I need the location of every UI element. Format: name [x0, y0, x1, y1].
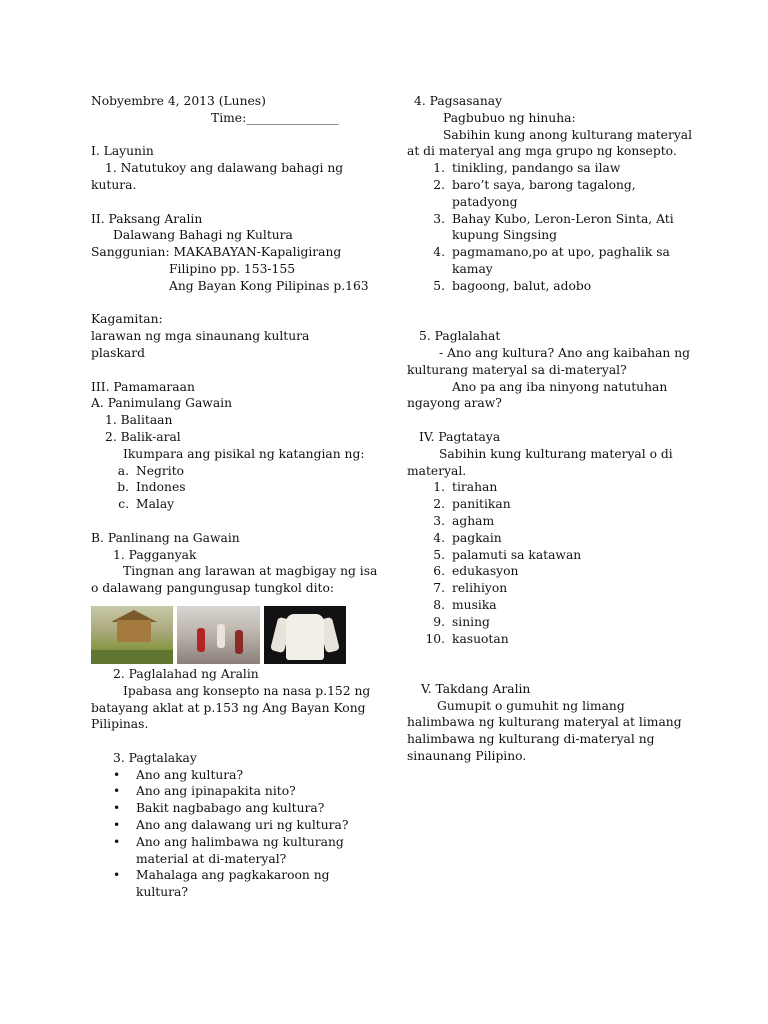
paglalahad-text-3: Pilipinas.	[91, 717, 149, 732]
pagsasanay-text-1: Sabihin kung anong kulturang materyal	[443, 127, 693, 142]
dancers-image	[177, 606, 260, 664]
list-text: sining	[452, 614, 490, 629]
list-text-cont: kultura?	[136, 885, 188, 900]
paglalahat-text-2: kulturang materyal sa di-materyal?	[407, 362, 627, 377]
list-marker: 4.	[433, 245, 445, 260]
list-item	[407, 547, 687, 564]
list-marker: 2.	[433, 497, 445, 512]
list-text: Ano ang dalawang uri ng kultura?	[136, 818, 349, 833]
list-text: Bakit nagbabago ang kultura?	[136, 801, 325, 816]
list-item	[407, 496, 687, 513]
reference-line-3: Ang Bayan Kong Pilipinas p.163	[169, 278, 369, 293]
left-column	[91, 93, 378, 901]
list-item	[91, 783, 371, 800]
list-text: Mahalaga ang pagkakaroon ng	[136, 868, 330, 883]
list-text: pagkain	[452, 530, 502, 545]
list-item	[407, 597, 687, 614]
paglalahat-text-4: ngayong araw?	[407, 396, 502, 411]
list-text: baro’t saya, barong tagalong,	[452, 177, 636, 192]
bullet-icon: •	[113, 784, 121, 799]
list-item	[407, 278, 687, 295]
paglalahat-heading: 5. Paglalahat	[419, 329, 501, 344]
layunin-line-1: 1. Natutukoy ang dalawang bahagi ng	[105, 161, 344, 176]
layunin-line-2: kutura.	[91, 177, 137, 192]
paglalahad-text-2: batayang aklat at p.153 ng Ang Bayan Kong	[91, 700, 366, 715]
pamamaraan-heading: III. Pamamaraan	[91, 379, 195, 394]
list-text: tinikling, pandango sa ilaw	[452, 161, 621, 176]
list-item	[407, 631, 687, 648]
list-marker: 4.	[433, 530, 445, 545]
paglalahat-text-3: Ano pa ang iba ninyong natutuhan	[452, 379, 668, 394]
pagsasanay-text-2: at di materyal ang mga grupo ng konsepto.	[407, 144, 677, 159]
list-item	[407, 530, 687, 547]
list-text-cont: kamay	[452, 261, 493, 276]
list-marker: 1.	[433, 480, 445, 495]
kagamitan-heading: Kagamitan:	[91, 312, 163, 327]
list-item	[91, 800, 371, 817]
list-item	[91, 867, 371, 901]
balik-aral-line: 2. Balik-aral	[105, 429, 181, 444]
picture-row	[91, 606, 371, 664]
list-marker: 8.	[433, 597, 445, 612]
list-text: Malay	[136, 497, 175, 512]
list-text: Negrito	[136, 463, 185, 478]
list-marker: 3.	[433, 211, 445, 226]
list-marker: 9.	[433, 614, 445, 629]
pagganyak-text-1: Tingnan ang larawan at magbigay ng isa	[123, 564, 378, 579]
list-item	[407, 563, 687, 580]
date-line: Nobyembre 4, 2013 (Lunes)	[91, 94, 266, 108]
paglalahad-text-1: Ipabasa ang konsepto na nasa p.152 ng	[123, 683, 371, 698]
list-marker: 7.	[433, 581, 445, 596]
bullet-icon: •	[113, 834, 121, 849]
pagtalakay-heading: 3. Pagtalakay	[113, 750, 197, 765]
list-marker: 6.	[433, 564, 445, 579]
list-item	[407, 513, 687, 530]
list-item	[91, 463, 371, 480]
takdang-text-4: sinaunang Pilipino.	[407, 749, 527, 764]
time-line: Time:_______________	[211, 110, 339, 125]
reference-line-2: Filipino pp. 153-155	[169, 261, 296, 276]
list-item	[407, 614, 687, 631]
pagsasanay-heading: 4. Pagsasanay	[414, 94, 503, 108]
pagtataya-list	[407, 479, 687, 647]
takdang-text-2: halimbawa ng kulturang materyal at limang	[407, 715, 682, 730]
list-marker: 2.	[433, 177, 445, 192]
list-text: Ano ang ipinapakita nito?	[136, 784, 296, 799]
bullet-icon: •	[113, 801, 121, 816]
pagganyak-text-2: o dalawang pangungusap tungkol dito:	[91, 581, 335, 596]
takdang-text-3: halimbawa ng kulturang di-materyal ng	[407, 732, 655, 747]
paglalahat-text-1: - Ano ang kultura? Ano ang kaibahan ng	[439, 345, 691, 360]
paksang-title: Dalawang Bahagi ng Kultura	[113, 228, 293, 243]
kagamitan-item-1: larawan ng mga sinaunang kultura	[91, 329, 310, 344]
list-item	[91, 767, 371, 784]
pagsasanay-sub: Pagbubuo ng hinuha:	[443, 110, 576, 125]
pagtataya-text-1: Sabihin kung kulturang materyal o di	[439, 446, 673, 461]
list-text-cont: material at di-materyal?	[136, 851, 287, 866]
group-list	[91, 463, 371, 513]
nipa-hut-image	[91, 606, 173, 664]
sanggunian-line: Sanggunian: MAKABAYAN-Kapaligirang	[91, 245, 342, 260]
list-item	[91, 834, 371, 868]
list-text: Bahay Kubo, Leron-Leron Sinta, Ati	[452, 211, 674, 226]
bullet-icon: •	[113, 868, 121, 883]
pagtataya-heading: IV. Pagtataya	[419, 429, 501, 444]
takdang-heading: V. Takdang Aralin	[421, 681, 531, 696]
list-marker: 5.	[433, 547, 445, 562]
question-list	[91, 767, 371, 901]
kagamitan-item-2: plaskard	[91, 345, 145, 360]
list-item	[91, 817, 371, 834]
barong-tagalog-image	[264, 606, 346, 664]
list-text-cont: patadyong	[452, 194, 518, 209]
pagganyak-line: 1. Pagganyak	[113, 547, 197, 562]
list-text: Indones	[136, 480, 186, 495]
list-text-cont: kupung Singsing	[452, 228, 558, 243]
list-marker: c.	[118, 497, 129, 512]
list-item	[91, 496, 371, 513]
list-text: tirahan	[452, 480, 498, 495]
list-text: panitikan	[452, 497, 511, 512]
list-text: palamuti sa katawan	[452, 547, 582, 562]
list-item	[407, 244, 687, 278]
list-marker: 5.	[433, 278, 445, 293]
pagtataya-text-2: materyal.	[407, 463, 467, 478]
bullet-icon: •	[113, 767, 121, 782]
list-text: pagmamano,po at upo, paghalik sa	[452, 245, 670, 260]
list-text: agham	[452, 513, 495, 528]
paglalahad-heading: 2. Paglalahad ng Aralin	[113, 666, 259, 681]
list-item	[407, 211, 687, 245]
list-marker: 3.	[433, 513, 445, 528]
list-marker: 1.	[433, 161, 445, 176]
list-text: musika	[452, 597, 497, 612]
balitaan-line: 1. Balitaan	[105, 413, 173, 428]
list-item	[407, 177, 687, 211]
bullet-icon: •	[113, 818, 121, 833]
list-text: kasuotan	[452, 631, 509, 646]
list-text: bagoong, balut, adobo	[452, 278, 592, 293]
list-text: relihiyon	[452, 581, 508, 596]
panimulang-heading: A. Panimulang Gawain	[91, 396, 233, 411]
panlinang-heading: B. Panlinang na Gawain	[91, 530, 240, 545]
takdang-text-1: Gumupit o gumuhit ng limang	[437, 698, 625, 713]
list-item	[91, 479, 371, 496]
ikumpara-line: Ikumpara ang pisikal ng katangian ng:	[123, 446, 365, 461]
list-item	[407, 160, 687, 177]
list-text: Ano ang kultura?	[136, 767, 244, 782]
list-marker: a.	[117, 463, 129, 478]
pagsasanay-list	[407, 160, 687, 294]
list-text: Ano ang halimbawa ng kulturang	[136, 834, 344, 849]
list-text: edukasyon	[452, 564, 519, 579]
right-column	[407, 93, 693, 765]
paksang-heading: II. Paksang Aralin	[91, 211, 203, 226]
list-item	[407, 479, 687, 496]
layunin-heading: I. Layunin	[91, 144, 154, 159]
list-marker: b.	[117, 480, 129, 495]
list-item	[407, 580, 687, 597]
list-marker: 10.	[425, 631, 445, 646]
